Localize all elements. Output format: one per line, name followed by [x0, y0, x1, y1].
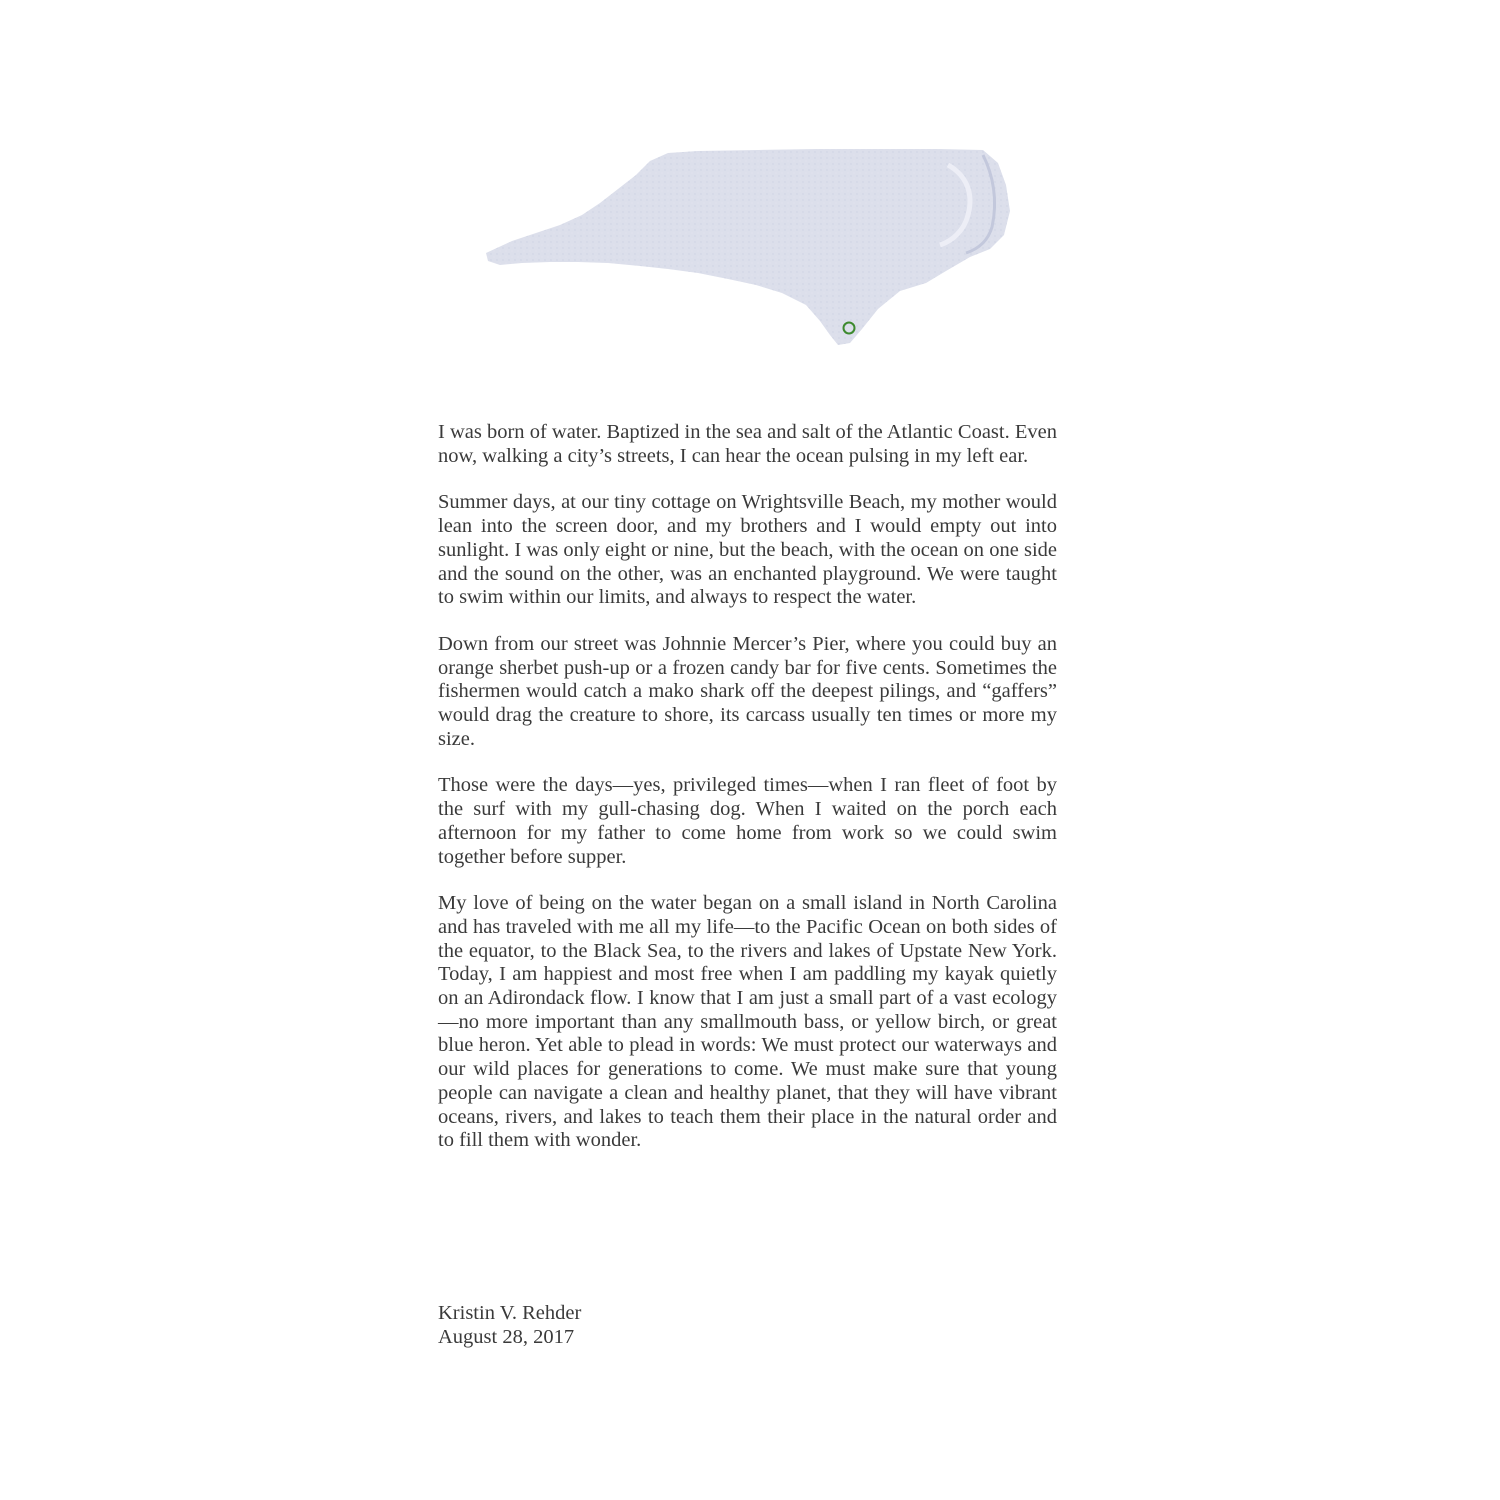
- north-carolina-map: [478, 145, 1028, 355]
- paragraph: Summer days, at our tiny cottage on Wrightsville Beach, my mother would lean into the screen door, and my brothers and I would empty out into sunlight. I was only eight or nine, but the beach, with the ocean on one side and the sound on the other, was an enchanted playground. We were taught to swim within our limits, and always to respect the water.: [438, 491, 1057, 609]
- terrain-texture: [486, 149, 1010, 345]
- signature-block: [438, 1301, 1057, 1349]
- essay-body: [438, 421, 1057, 1176]
- paragraph: Down from our street was Johnnie Mercer’s Pier, where you could buy an orange sherbet push-up or a frozen candy bar for five cents. Sometimes the fishermen would catch a mako shark off the deepest pilings, and “gaffers” would drag the creature to shore, its carcass usually ten times or more my size.: [438, 632, 1057, 750]
- state-map-illustration: [478, 145, 1028, 355]
- paragraph: My love of being on the water began on a small island in North Carolina and has traveled with me all my life—to the Pacific Ocean on both sides of the equator, to the Black Sea, to the rivers and lakes of Upstate New York. Today, I am happiest and most free when I am paddling my kayak quietly on an Adirondack flow. I know that I am just a small part of a vast ecology—no more important than any smallmouth bass, or yellow birch, or great blue heron. Yet able to plead in words: We must protect our waterways and our wild places for generations to come. We must make sure that young people can navigate a clean and healthy planet, that they will have vibrant oceans, rivers, and lakes to teach them their place in the natural order and to fill them with wonder.: [438, 892, 1057, 1152]
- paragraph: I was born of water. Baptized in the sea and salt of the Atlantic Coast. Even now, walking a city’s streets, I can hear the ocean pulsing in my left ear.: [438, 421, 1057, 467]
- signature-date: August 28, 2017: [438, 1326, 575, 1348]
- paragraph: Those were the days—yes, privileged times—when I ran fleet of foot by the surf with my gull-chasing dog. When I waited on the porch each afternoon for my father to come home from work so we could swim together before supper.: [438, 774, 1057, 868]
- author-name: Kristin V. Rehder: [438, 1302, 582, 1324]
